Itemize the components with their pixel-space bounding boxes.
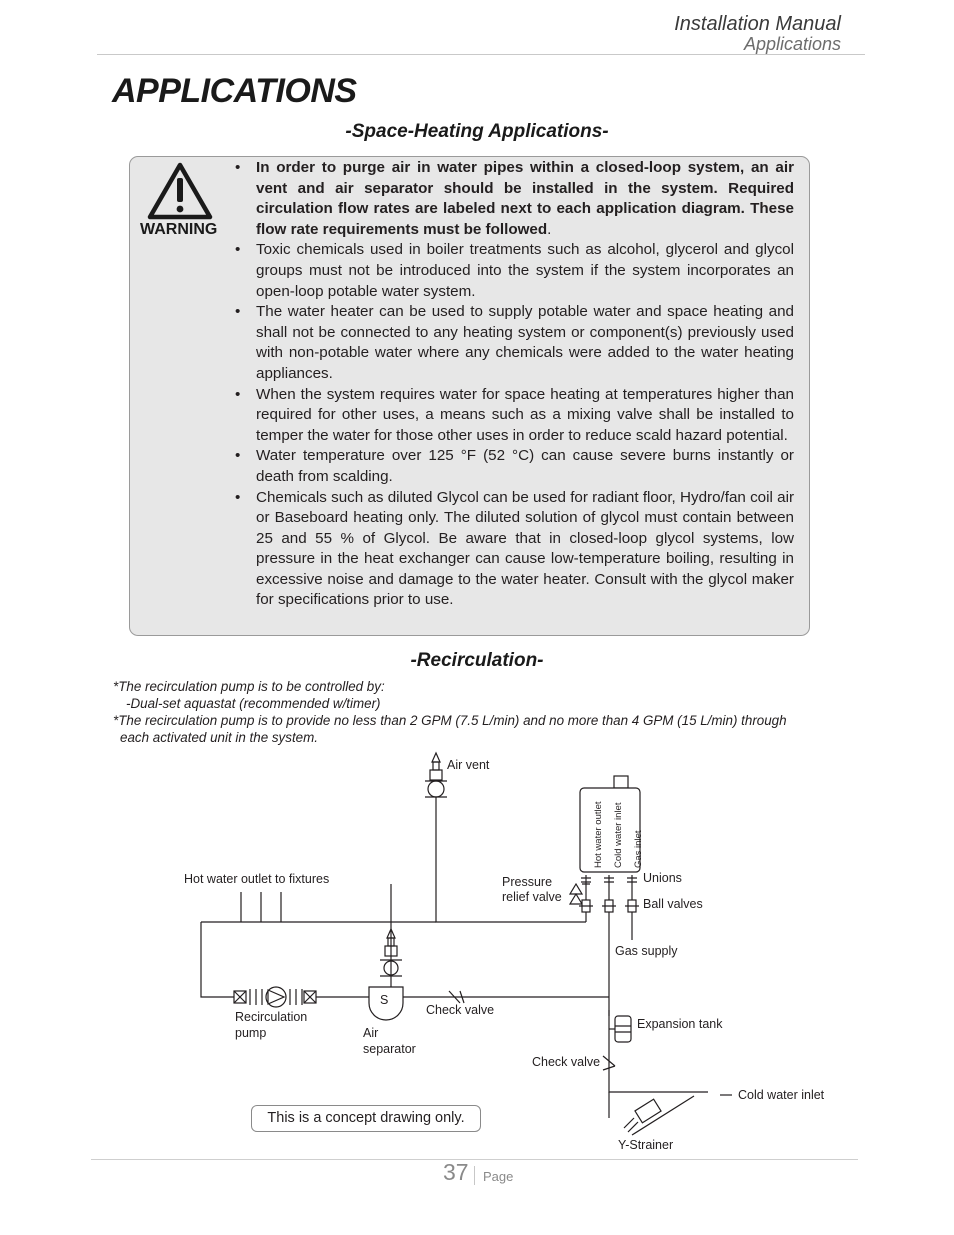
label-separator-mark: S — [380, 993, 389, 1007]
recirc-note: -Dual-set aquastat (recommended w/timer) — [126, 696, 381, 711]
label-heater-gas-inlet: Gas inlet — [633, 830, 644, 868]
label-y-strainer: Y-Strainer — [618, 1138, 674, 1152]
warning-item-bold: In order to purge air in water pipes within a closed-loop system, an air vent and air separator should be installed in the system. Required circulation flow rates are labeled next to each application diagram. These flow rate requirements must be followed — [256, 159, 794, 238]
warning-item-text: When the system requires water for space heating at temperatures higher than required for other uses, a means such as a mixing valve shall be installed to temper the water for those other uses in order to reduce scald hazard potential. — [256, 385, 794, 444]
warning-label: WARNING — [140, 221, 218, 238]
recirc-note: *The recirculation pump is to be controlled by: — [113, 679, 385, 694]
page-title: APPLICATIONS — [112, 72, 357, 110]
y-strainer-icon — [624, 1096, 694, 1135]
label-recirculation: Recirculation — [235, 1010, 308, 1024]
label-heater-hot-outlet: Hot water outlet — [593, 801, 604, 868]
page-word: Page — [483, 1169, 514, 1184]
label-relief-valve: relief valve — [502, 890, 562, 904]
warning-item-text: Chemicals such as diluted Glycol can be used for radiant floor, Hydro/fan coil air or Baseboard heating only. The diluted solution of glycol must contain between 25 and 55 % of Glycol. Be aware that in closed-loop glycol systems, low pressure in the heat exchanger can cause low-temperature boiling, resulting in excessive noise and damage to the water heater. Consult with the glycol maker for specifications prior to use. — [256, 488, 794, 609]
manual-title: Installation Manual — [674, 13, 841, 35]
label-check-valve-bottom: Check valve — [532, 1055, 601, 1069]
concept-drawing-note: This is a concept drawing only. — [251, 1105, 481, 1132]
recirc-note: each activated unit in the system. — [120, 730, 318, 745]
warning-item-text: . — [547, 220, 552, 238]
label-ball-valves: Ball valves — [643, 897, 703, 911]
recirculation-pump-icon — [234, 987, 316, 1007]
label-pump: pump — [235, 1026, 267, 1040]
recirculation-heading: -Recirculation- — [410, 650, 544, 671]
label-expansion-tank: Expansion tank — [637, 1017, 723, 1031]
label-hot-water-outlet: Hot water outlet to fixtures — [184, 872, 330, 886]
space-heating-heading: -Space-Heating Applications- — [345, 121, 609, 142]
label-check-valve-top: Check valve — [426, 1003, 495, 1017]
label-pressure: Pressure — [502, 875, 553, 889]
label-heater-cold-inlet: Cold water inlet — [613, 802, 624, 868]
warning-item-text: Water temperature over 125 °F (52 °C) can cause severe burns instantly or death from scalding. — [256, 447, 794, 485]
label-gas-supply: Gas supply — [615, 944, 678, 958]
recirc-note: *The recirculation pump is to provide no less than 2 GPM (7.5 L/min) and no more than 4 GPM (15 L/min) through — [113, 713, 787, 728]
label-air: Air — [363, 1026, 379, 1040]
warning-item-text: The water heater can be used to supply potable water and space heating and shall not be connected to any heating system or component(s) previously used with non-potable water where any chemicals were added to the water heating appliances. — [256, 303, 794, 382]
label-unions: Unions — [643, 871, 682, 885]
label-separator: separator — [363, 1042, 416, 1056]
label-air-vent: Air vent — [447, 758, 490, 772]
expansion-tank-icon — [609, 1010, 631, 1042]
warning-item-text: Toxic chemicals used in boiler treatments such as alcohol, glycerol and glycol groups must not be introduced into the system if the system incorporates an open-loop potable water system. — [256, 241, 794, 300]
footer-divider — [91, 1159, 858, 1160]
page-number: 37 — [443, 1159, 469, 1185]
label-cold-water-inlet: Cold water inlet — [738, 1088, 825, 1102]
air-vent-icon — [425, 753, 447, 797]
section-name: Applications — [743, 34, 841, 54]
page-number-separator — [474, 1166, 475, 1185]
